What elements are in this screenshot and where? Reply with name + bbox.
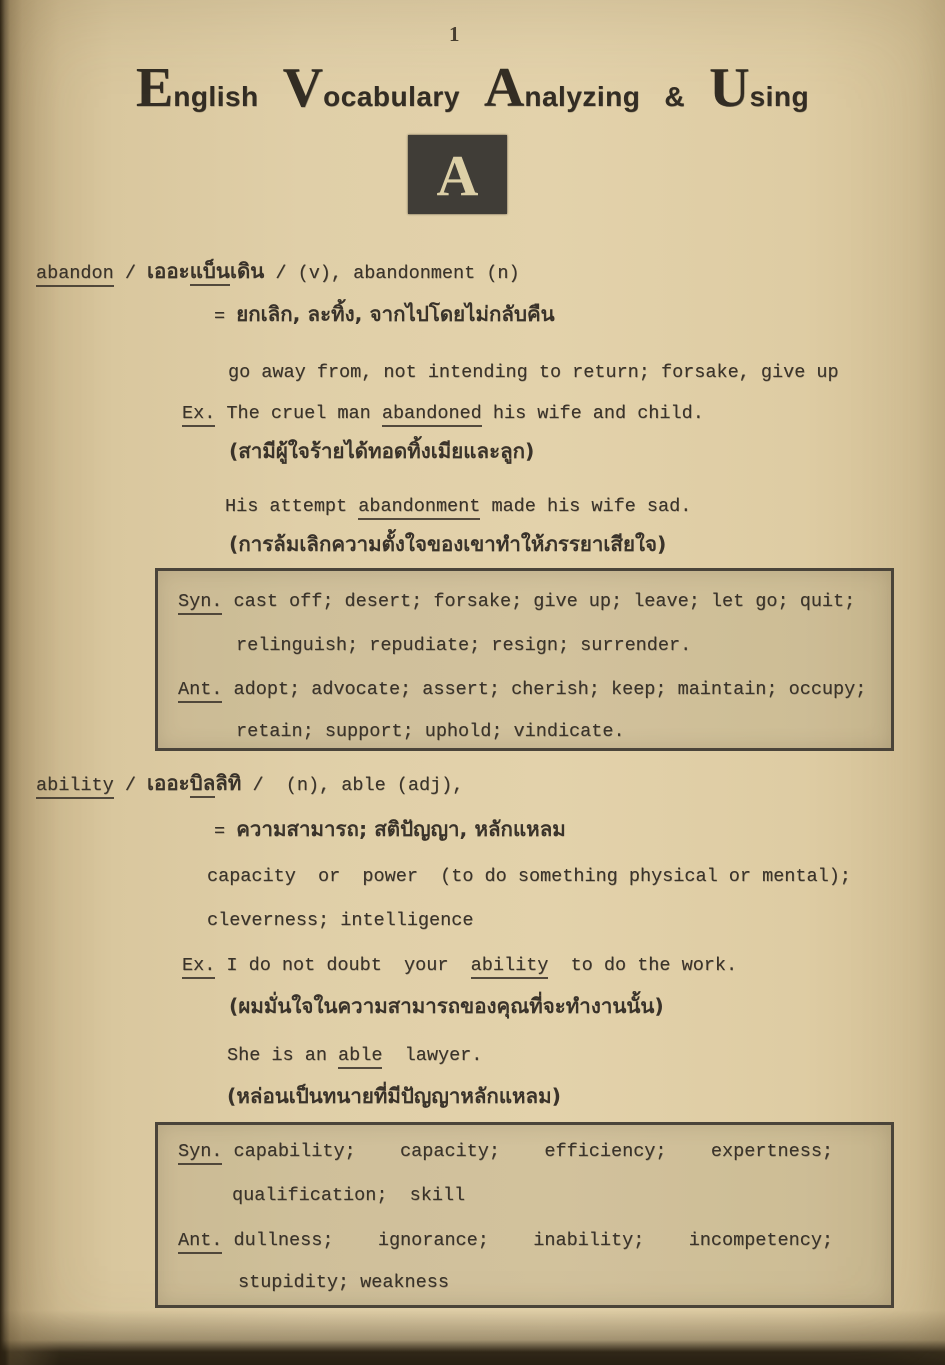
text-segment: to do the work. xyxy=(548,955,738,976)
antonyms-line xyxy=(178,677,866,703)
text-segment: เดิน xyxy=(229,259,265,283)
text-segment: เออะ xyxy=(147,259,190,283)
text-segment: lawyer. xyxy=(382,1045,483,1066)
title-word-initial: V xyxy=(282,57,324,119)
text-segment: go away from, not intending to return; forsake, give up xyxy=(228,362,839,383)
text-segment: She is an xyxy=(227,1045,339,1066)
underlined-text: abandon xyxy=(36,263,114,287)
underlined-text: Ex. xyxy=(182,403,215,427)
english-definition xyxy=(207,908,473,934)
text-segment: I do not doubt your xyxy=(215,955,471,976)
title-word xyxy=(282,57,460,119)
text-segment: capacity or power (to do something physical or mental); xyxy=(207,866,851,887)
title-word-rest: nglish xyxy=(173,81,259,112)
text-segment: ความสามารถ; สติปัญญา, หลักแหลม xyxy=(236,817,566,841)
title-word xyxy=(483,57,641,119)
text-segment: relinguish; repudiate; resign; surrender. xyxy=(236,635,692,656)
text-segment: (ผมมั่นใจในความสามารถของคุณที่จะทำงานนั้น) xyxy=(229,994,664,1018)
text-segment: เออะ xyxy=(147,771,190,795)
section-letter-badge xyxy=(408,135,507,214)
text-segment: = xyxy=(214,821,237,842)
text-segment: adopt; advocate; assert; cherish; keep; maintain; occupy; xyxy=(222,679,867,700)
thai-definition xyxy=(214,301,555,330)
synonyms-line xyxy=(178,1139,833,1165)
title-word-rest: nalyzing xyxy=(524,81,641,112)
thai-translation xyxy=(229,993,664,1022)
underlined-text: ability xyxy=(36,775,114,799)
text-segment: ลิทิ xyxy=(215,771,242,795)
synonyms-line xyxy=(232,1183,465,1209)
text-segment: cast off; desert; forsake; give up; leave; let go; quit; xyxy=(222,591,856,612)
text-segment: His attempt xyxy=(225,496,359,517)
title-word-rest: ocabulary xyxy=(323,81,460,112)
underlined-text: แบ็น xyxy=(190,259,230,286)
text-segment: / (n), able (adj), xyxy=(241,775,464,796)
text-segment: dullness; ignorance; inability; incompetency; xyxy=(222,1230,834,1251)
english-definition xyxy=(207,864,851,890)
example-sentence xyxy=(182,401,704,427)
antonyms-line xyxy=(236,719,625,745)
text-segment: cleverness; intelligence xyxy=(207,910,474,931)
title-word-initial: U xyxy=(709,57,750,119)
antonyms-line xyxy=(238,1270,449,1296)
example-sentence xyxy=(227,1043,482,1069)
underlined-text: Syn. xyxy=(178,1141,222,1165)
text-segment: / xyxy=(113,775,148,796)
antonyms-line xyxy=(178,1228,833,1254)
underlined-text: Ant. xyxy=(178,679,222,703)
text-segment: capability; capacity; efficiency; expertness; xyxy=(222,1141,834,1162)
underlined-text: ability xyxy=(471,955,549,979)
text-segment: / (v), abandonment (n) xyxy=(264,263,520,284)
underlined-text: Ant. xyxy=(178,1230,222,1254)
synonyms-line xyxy=(236,633,691,659)
title-word-rest: & xyxy=(664,81,686,112)
title-word xyxy=(709,57,810,119)
thai-translation xyxy=(229,438,534,467)
thai-definition xyxy=(214,816,566,845)
page-number: 1 xyxy=(449,22,460,46)
example-sentence xyxy=(225,494,691,520)
text-segment: stupidity; weakness xyxy=(238,1272,449,1293)
title-word-rest: sing xyxy=(749,81,810,112)
text-segment: (การล้มเลิกความตั้งใจของเขาทำให้ภรรยาเสียใจ) xyxy=(229,532,667,556)
text-segment: ยกเลิก, ละทิ้ง, จากไปโดยไม่กลับคืน xyxy=(236,302,555,326)
underlined-text: บิล xyxy=(190,771,216,798)
underlined-text: able xyxy=(338,1045,382,1069)
underlined-text: abandonment xyxy=(358,496,480,520)
example-sentence xyxy=(182,953,737,979)
title-word xyxy=(135,57,259,119)
title-word-initial: A xyxy=(483,57,525,119)
thai-translation xyxy=(229,531,666,560)
text-segment: retain; support; uphold; vindicate. xyxy=(236,721,625,742)
underlined-text: Ex. xyxy=(182,955,215,979)
thai-translation xyxy=(227,1083,561,1112)
title-word-initial: E xyxy=(135,57,174,119)
text-segment: his wife and child. xyxy=(481,403,704,424)
title-word xyxy=(664,81,685,113)
text-segment: / xyxy=(113,263,148,284)
text-segment: (สามีผู้ใจร้ายได้ทอดทิ้งเมียและลูก) xyxy=(229,439,535,463)
text-segment: qualification; skill xyxy=(232,1185,466,1206)
page-title xyxy=(0,57,945,119)
headword-line-abandon xyxy=(36,258,520,287)
text-segment: = xyxy=(214,306,237,327)
underlined-text: Syn. xyxy=(178,591,222,615)
headword-line-ability xyxy=(36,770,463,799)
text-segment: made his wife sad. xyxy=(480,496,692,517)
text-segment: The cruel man xyxy=(215,403,382,424)
text-segment: (หล่อนเป็นทนายที่มีปัญญาหลักแหลม) xyxy=(227,1084,561,1108)
english-definition xyxy=(228,360,839,386)
synonyms-line xyxy=(178,589,855,615)
underlined-text: abandoned xyxy=(382,403,482,427)
section-letter: A xyxy=(436,143,479,208)
